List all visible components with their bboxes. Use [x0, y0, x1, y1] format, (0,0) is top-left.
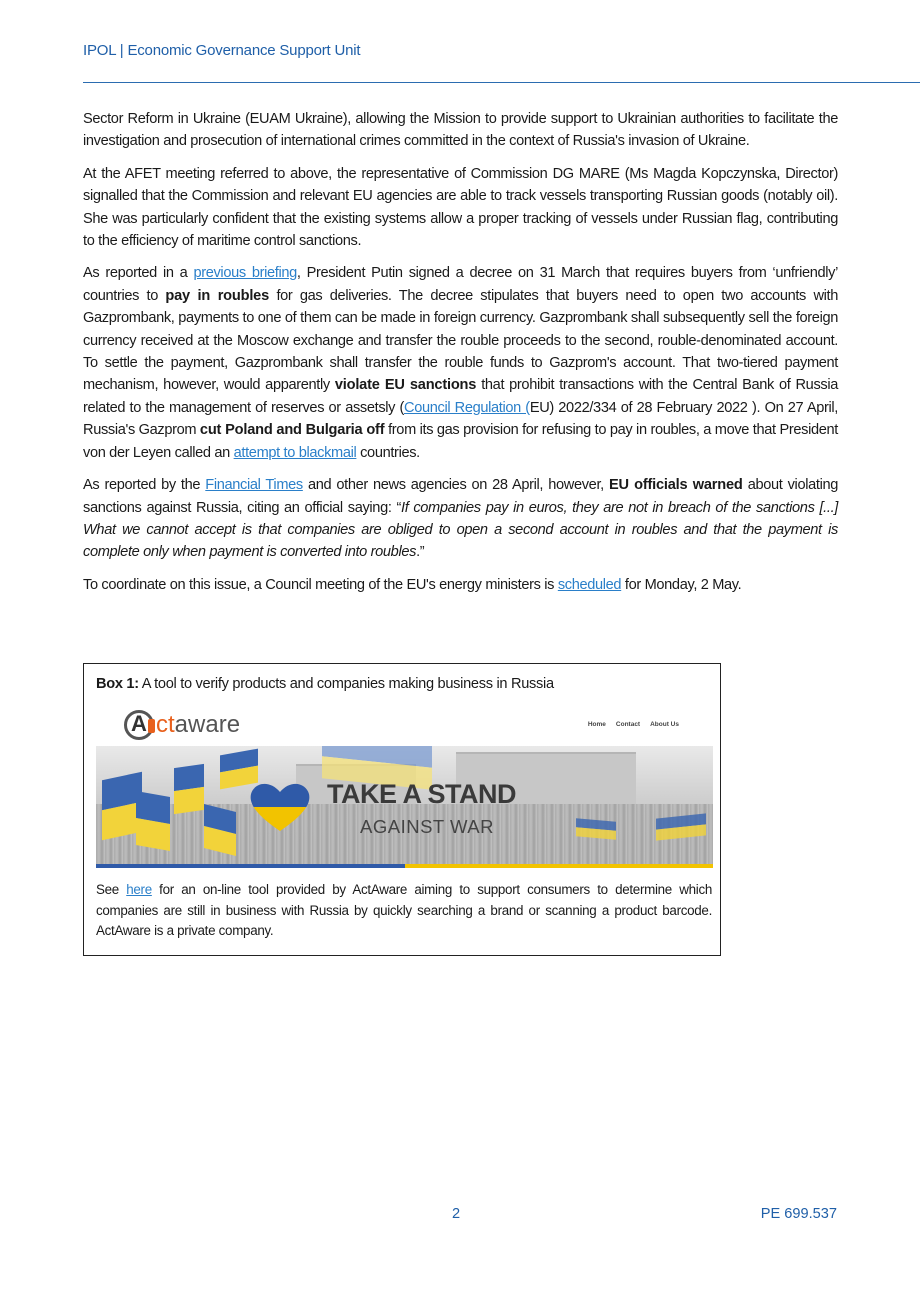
box-title: [96, 676, 554, 692]
ukraine-flag: [576, 818, 616, 839]
actaware-logo: [124, 707, 240, 743]
header-divider: [83, 82, 920, 83]
text-span: EU) 2022/334 of 28 February 2022 ). On 27 April, Russia's Gazprom: [83, 399, 838, 439]
paragraph-4: [83, 474, 838, 564]
quote-text: If companies pay in euros, they are not in breach of the sanctions [...] What we cannot accept is that companies are obliged to open a second account in roubles and that the payment is complete only when payment is converted into roubles: [83, 499, 838, 561]
text-span: As reported in a: [83, 265, 194, 282]
council-regulation-link[interactable]: Council Regulation (: [404, 399, 530, 416]
info-box: [83, 663, 721, 956]
text-span: from its gas provision for refusing to pay in roubles, a move that President von der Leyen called an: [83, 422, 838, 461]
scheduled-link[interactable]: scheduled: [557, 576, 622, 593]
box-label: Box 1:: [96, 676, 139, 692]
box-title-text: A tool to verify products and companies making business in Russia: [138, 676, 554, 692]
bold-text: cut Poland and Bulgaria off: [199, 422, 385, 439]
nav-about-us[interactable]: About Us: [650, 721, 679, 728]
logo-ring-icon: [124, 710, 154, 740]
bold-text: violate EU sanctions: [334, 377, 477, 394]
text-span: As reported by the: [83, 477, 206, 494]
running-header: IPOL | Economic Governance Support Unit: [83, 42, 361, 59]
main-content: [83, 108, 838, 606]
paragraph-3: [83, 262, 838, 464]
banner-subtitle: AGAINST WAR: [360, 816, 494, 837]
take-a-stand-banner: [96, 746, 713, 864]
site-nav: [588, 721, 679, 728]
financial-times-link[interactable]: Financial Times: [205, 477, 303, 494]
text-span: To coordinate on this issue, a Council meeting of the EU's energy ministers is: [83, 576, 558, 593]
text-span: that prohibit transactions with the Central Bank of Russia related to the management of reserves or assetsly (: [83, 377, 838, 416]
ukraine-flag: [204, 804, 236, 856]
bold-text: pay in roubles: [165, 287, 270, 304]
nav-home[interactable]: Home: [587, 721, 606, 728]
bold-text: EU officials warned: [608, 477, 743, 494]
logo-ct: ct: [156, 711, 175, 738]
actaware-screenshot: [96, 704, 713, 869]
ukraine-flag: [136, 791, 170, 851]
here-link[interactable]: here: [126, 882, 152, 897]
page-number: 2: [452, 1206, 461, 1222]
banner-title: TAKE A STAND: [327, 779, 516, 809]
paragraph-2: At the AFET meeting referred to above, the representative of Commission DG MARE (Ms Magda Kopczynska, Director) signalled that the Commission and relevant EU agencies are able to track vessels transporting Russian goods (notably oil). She was particularly confident that the existing systems allow a proper tracking of vessels under Russian flag, contributing to the efficiency of maritime control sanctions.: [83, 165, 838, 250]
text-span: for Monday, 2 May.: [621, 576, 742, 593]
previous-briefing-link[interactable]: previous briefing: [193, 265, 297, 282]
nav-contact[interactable]: Contact: [615, 721, 641, 728]
text-span: and other news agencies on 28 April, however,: [302, 477, 609, 494]
text-span: for an on-line tool provided by ActAware aiming to support consumers to determine which companies are still in business with Russia by quickly searching a brand or scanning a product barcode. ActAware is a private company.: [96, 882, 712, 939]
document-reference: PE 699.537: [760, 1206, 837, 1222]
text-span: , President Putin signed a decree on 31 March that requires buyers from ‘unfriendly’ countries to: [83, 265, 838, 304]
text-span: for gas deliveries. The decree stipulates that buyers need to open two accounts with Gazprombank, payments to one of them can be made in foreign currency. Gazprombank shall subsequently sell the foreign currency received at the Moscow exchange and transfer the rouble proceeds to the second, rouble-denominated account. To settle the payment, Gazprombank shall transfer the rouble funds to Gazprom's account. That two-tiered payment mechanism, however, would apparently: [83, 287, 838, 394]
ukraine-flag: [174, 764, 204, 814]
text-span: See: [96, 882, 127, 897]
logo-aware: aware: [174, 711, 241, 738]
text-span: about violating sanctions against Russia, citing an official saying: “: [83, 477, 838, 516]
blackmail-link[interactable]: attempt to blackmail: [233, 444, 357, 461]
ukraine-heart-icon: [249, 781, 311, 833]
logo-letter: A: [131, 711, 147, 736]
ukraine-stripe: [96, 864, 713, 868]
paragraph-5: [83, 574, 838, 596]
text-span: countries.: [356, 444, 420, 461]
text-span: .”: [416, 544, 425, 561]
box-description: [96, 880, 712, 942]
paragraph-1: Sector Reform in Ukraine (EUAM Ukraine), allowing the Mission to provide support to Ukrainian authorities to facilitate the investigation and prosecution of international crimes committed in the context of Russia's invasion of Ukraine.: [83, 111, 838, 150]
